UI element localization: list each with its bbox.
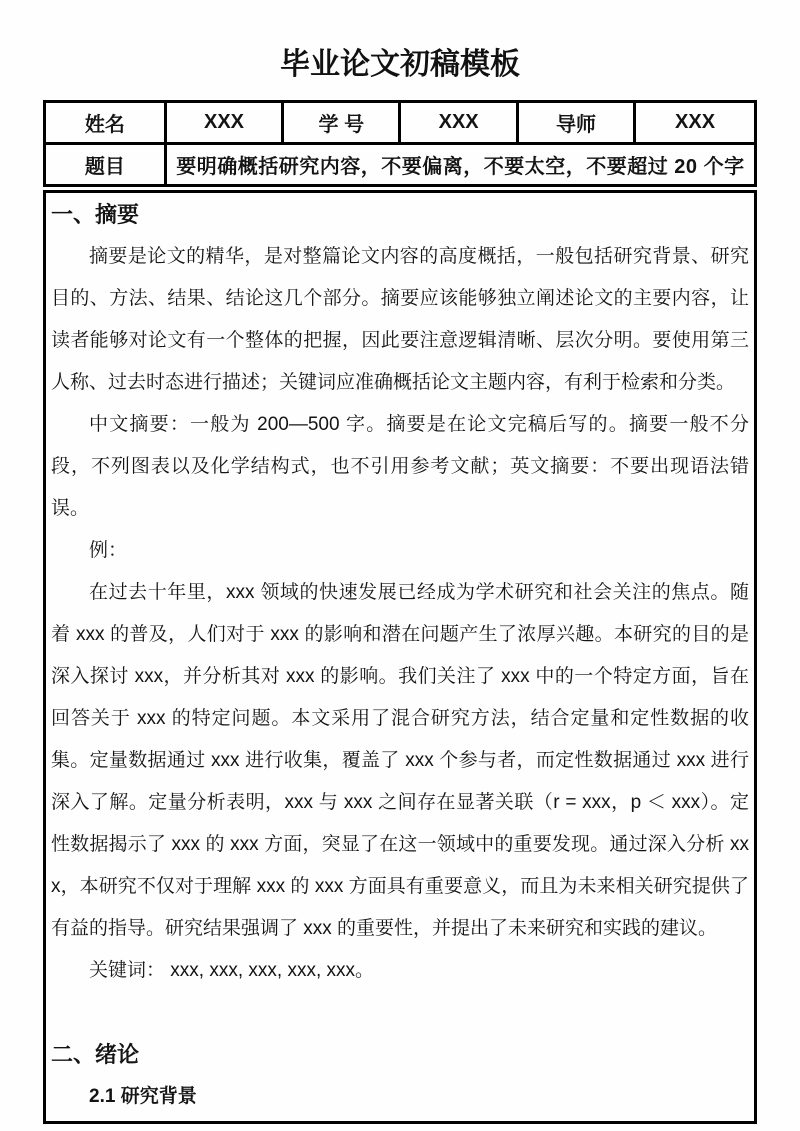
topic-value: 要明确概括研究内容，不要偏离，不要太空，不要超过 20 个字: [165, 144, 755, 186]
info-table-row-identity: [45, 102, 756, 144]
info-table: [43, 100, 757, 187]
topic-label: 题目: [45, 144, 166, 186]
abstract-example-paragraph: 在过去十年里，xxx 领域的快速发展已经成为学术研究和社会关注的焦点。随着 xxx 的普及，人们对于 xxx 的影响和潜在问题产生了浓厚兴趣。本研究的目的是深入探讨 xxx，并分析其对 xxx 的影响。我们关注了 xxx 中的一个特定方面，旨在回答关于 xxx 的特定问题。本文采用了混合研究方法，结合定量和定性数据的收集。定量数据通过 xxx 进行收集，覆盖了 xxx 个参与者，而定性数据通过 xxx 进行深入了解。定量分析表明，xxx 与 xxx 之间存在显著关联（r = xxx，p ＜ xxx）。定性数据揭示了 xxx 的 xxx 方面，突显了在这一领域中的重要发现。通过深入分析 xxx，本研究不仅对于理解 xxx 的 xxx 方面具有重要意义，而且为未来相关研究提供了有益的指导。研究结果强调了 xxx 的重要性，并提出了未来研究和实践的建议。: [51, 582, 749, 939]
name-label: 姓名: [45, 102, 166, 144]
section-heading-introduction: 二、绪论: [51, 1042, 140, 1067]
keywords-line: 关键词： xxx, xxx, xxx, xxx, xxx。: [89, 960, 375, 981]
subsection-heading-research-background: 2.1 研究背景: [89, 1086, 197, 1107]
document-title: 毕业论文初稿模板: [280, 48, 520, 81]
abstract-paragraph-rules: 中文摘要：一般为 200—500 字。摘要是在论文完稿后写的。摘要一般不分段，不列图表以及化学结构式，也不引用参考文献；英文摘要：不要出现语法错误。: [51, 414, 749, 519]
content-box: [43, 190, 757, 1124]
advisor-label: 导师: [517, 102, 634, 144]
student-id-value: XXX: [400, 102, 517, 144]
student-id-label: 学 号: [283, 102, 400, 144]
abstract-paragraph-overview: 摘要是论文的精华，是对整篇论文内容的高度概括，一般包括研究背景、研究目的、方法、结果、结论这几个部分。摘要应该能够独立阐述论文的主要内容，让读者能够对论文有一个整体的把握，因此要注意逻辑清晰、层次分明。要使用第三人称、过去时态进行描述；关键词应准确概括论文主题内容，有利于检索和分类。: [51, 246, 749, 393]
info-table-row-topic: [45, 144, 756, 186]
advisor-value: XXX: [635, 102, 756, 144]
section-heading-abstract: 一、摘要: [51, 202, 140, 227]
abstract-example-label: 例：: [89, 540, 128, 561]
name-value: XXX: [165, 102, 282, 144]
